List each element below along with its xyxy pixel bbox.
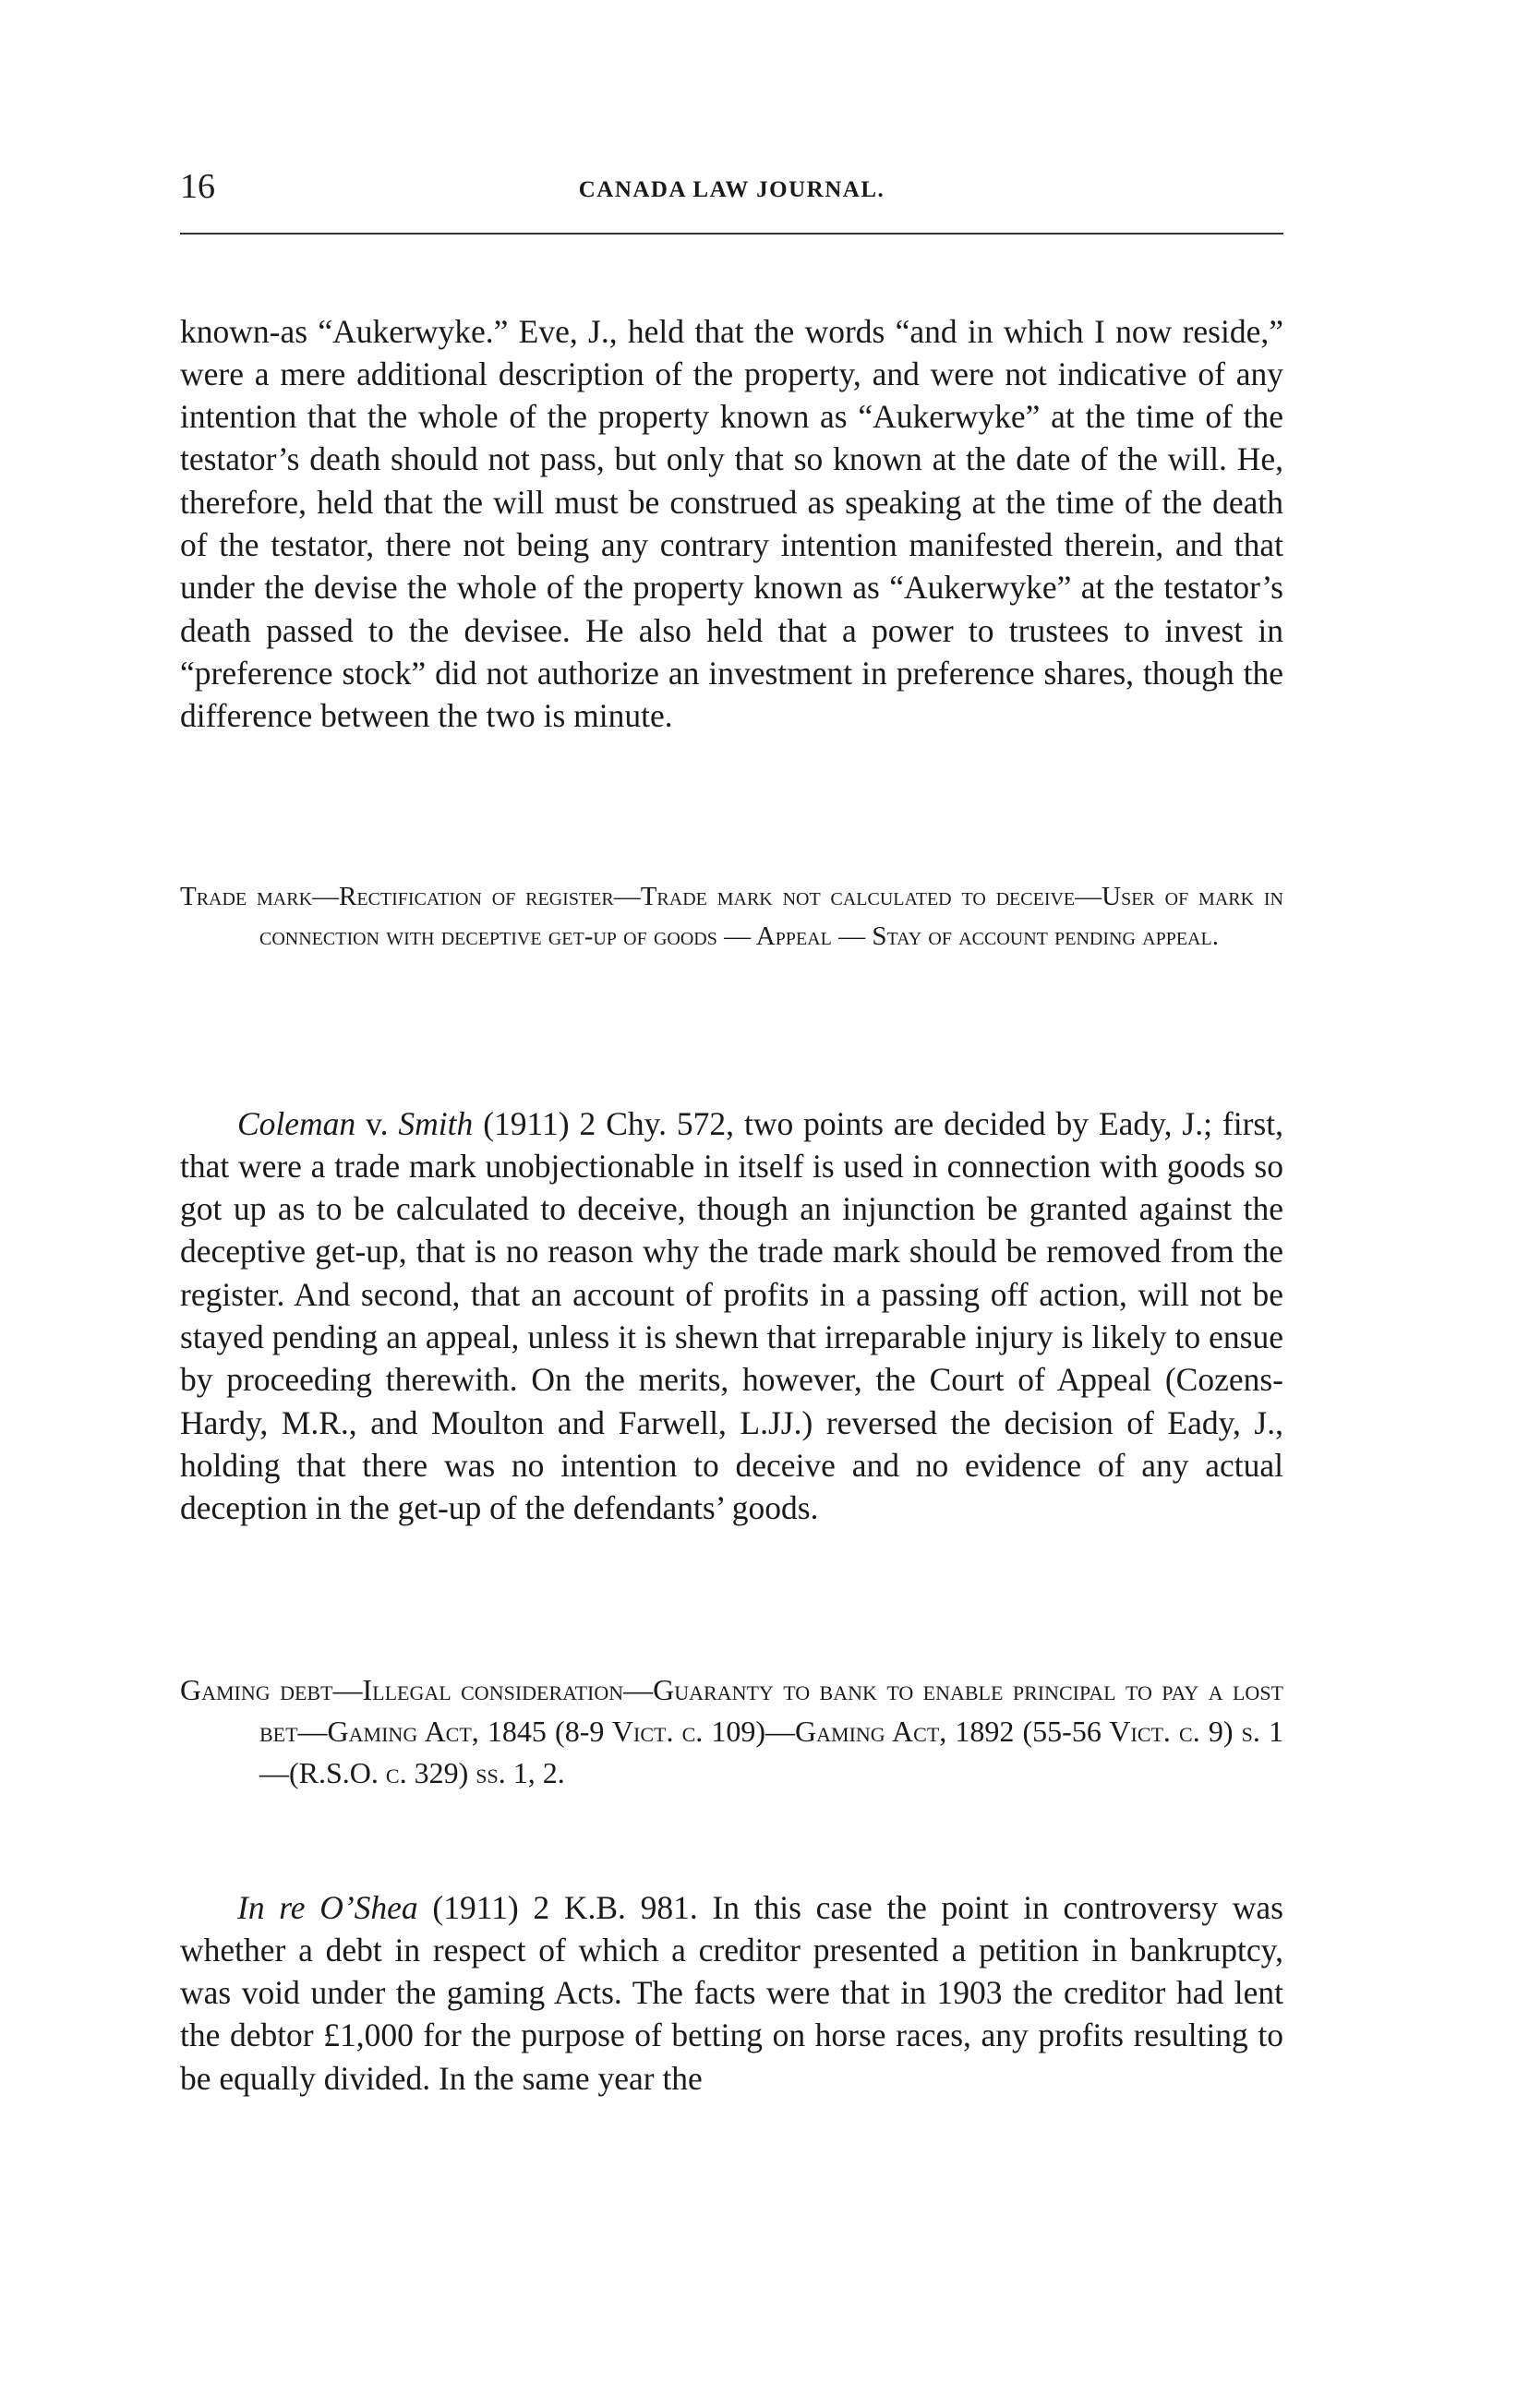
heading-gaming-debt [180,1669,1283,1794]
running-title: CANADA LAW JOURNAL. [578,177,885,202]
page-header [180,166,1283,212]
case-name-coleman: Coleman [237,1104,356,1142]
heading-gaming-debt-text: Gaming debt—Illegal consideration—Guaranty to bank to enable principal to pay a lost bet—Gaming Act, 1845 (8-9 Vict. c. 109)—Gaming Act, 1892 (55-56 Vict. c. 9) s. 1—(R.S.O. c. 329) ss. 1, 2. [180,1673,1283,1789]
case-v: v. [355,1104,399,1142]
case-name-oshea: In re O’Shea [237,1888,418,1926]
case-name-smith: Smith [398,1104,474,1142]
heading-trade-mark [180,877,1283,957]
paragraph-aukerwyke: known-as “Aukerwyke.” Eve, J., held that the words “and in which I now reside,” were a mere additional description of the property, and were not indicative of any intention that the whole of the property known as “Aukerwyke” at the time of the testator’s death should not pass, but only that so known at the date of the will. He, therefore, held that the will must be construed as speaking at the time of the death of the testator, there not being any contrary intention manifested therein, and that under the devise the whole of the property known as “Aukerwyke” at the testator’s death passed to the devisee. He also held that a power to trustees to invest in “preference stock” did not authorize an investment in preference shares, though the difference between the two is minute. [180,312,1283,735]
header-rule [180,233,1283,235]
heading-trade-mark-text: Trade mark—Rectification of register—Trade mark not calculated to deceive—User of mark in connection with deceptive get-up of goods — Appeal — Stay of account pending appeal. [180,882,1283,951]
paragraph-in-re-oshea [180,1886,1283,2100]
page [180,166,1283,2097]
paragraph-oshea-body: (1911) 2 K.B. 981. In this case the point in controversy was whether a debt in respect of which a creditor presented a petition in bankruptcy, was void under the gaming Acts. The facts were that in 1903 the creditor had lent the debtor £1,000 for the purpose of betting on horse races, any profits resulting to be equally divided. In the same year the [180,1888,1283,2097]
paragraph-coleman-v-smith [180,1102,1283,1530]
paragraph-coleman-body: (1911) 2 Chy. 572, two points are decided by Eady, J.; first, that were a trade mark unobjectionable in itself is used in connection with goods so got up as to be calculated to deceive, though an injunction be granted against the deceptive get-up, that is no reason why the trade mark should be removed from the register. And second, that an account of profits in a passing off action, will not be stayed pending an appeal, unless it is shewn that irreparable injury is likely to ensue by proceeding therewith. On the merits, however, the Court of Appeal (Cozens-Hardy, M.R., and Moulton and Farwell, L.JJ.) reversed the decision of Eady, J., holding that there was no intention to deceive and no evidence of any actual deception in the get-up of the defendants’ goods. [180,1104,1283,1527]
page-number: 16 [180,167,215,206]
